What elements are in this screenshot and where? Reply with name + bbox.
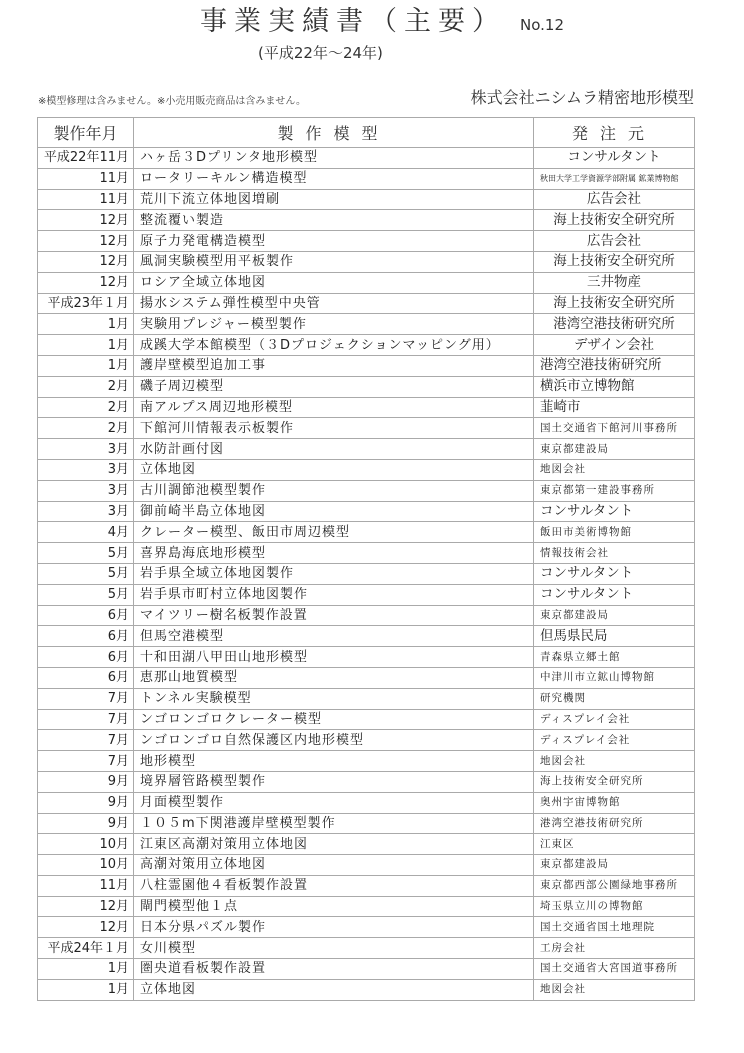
client-cell: 東京都建設局 [534, 605, 695, 626]
model-cell: 立体地図 [134, 979, 534, 1000]
table-row [38, 917, 695, 938]
client-cell: ディスプレイ会社 [534, 730, 695, 751]
client-cell: 地図会社 [534, 459, 695, 480]
client-cell: コンサルタント [534, 501, 695, 522]
date-cell: 6月 [38, 667, 134, 688]
info-row [38, 84, 694, 108]
client-cell: 工房会社 [534, 938, 695, 959]
client-cell: 三井物産 [534, 272, 695, 293]
table-header-row [38, 118, 695, 148]
date-cell: 3月 [38, 439, 134, 460]
table-body [38, 148, 695, 1001]
model-cell: 女川模型 [134, 938, 534, 959]
date-cell: 11月 [38, 875, 134, 896]
table-row [38, 771, 695, 792]
model-cell: ンゴロンゴロ自然保護区内地形模型 [134, 730, 534, 751]
date-cell: 3月 [38, 459, 134, 480]
model-cell: 古川調節池模型製作 [134, 480, 534, 501]
date-cell: 平成24年１月 [38, 938, 134, 959]
date-cell: 5月 [38, 543, 134, 564]
client-cell: 飯田市美術博物館 [534, 522, 695, 543]
client-cell: 海上技術安全研究所 [534, 771, 695, 792]
date-cell: 2月 [38, 376, 134, 397]
period-subtitle: (平成22年～24年) [258, 44, 383, 62]
date-cell: 12月 [38, 917, 134, 938]
date-cell: 12月 [38, 251, 134, 272]
model-cell: 護岸壁模型追加工事 [134, 355, 534, 376]
table-row [38, 459, 695, 480]
client-cell: 港湾空港技術研究所 [534, 355, 695, 376]
model-cell: 恵那山地質模型 [134, 667, 534, 688]
model-cell: ロータリーキルン構造模型 [134, 168, 534, 189]
client-cell: 埼玉県立川の博物館 [534, 896, 695, 917]
table-row [38, 875, 695, 896]
client-cell: 江東区 [534, 834, 695, 855]
model-cell: マイツリー樹名板製作設置 [134, 605, 534, 626]
table-row [38, 730, 695, 751]
date-cell: 3月 [38, 480, 134, 501]
table-row [38, 647, 695, 668]
model-cell: 地形模型 [134, 751, 534, 772]
client-cell: 港湾空港技術研究所 [534, 314, 695, 335]
date-cell: 12月 [38, 896, 134, 917]
table-row [38, 480, 695, 501]
model-cell: ハヶ岳３Dプリンタ地形模型 [134, 148, 534, 169]
client-cell: 国土交通省国土地理院 [534, 917, 695, 938]
table-row [38, 626, 695, 647]
model-cell: 喜界島海底地形模型 [134, 543, 534, 564]
model-cell: クレーター模型、飯田市周辺模型 [134, 522, 534, 543]
client-cell: 奥州宇宙博物館 [534, 792, 695, 813]
client-cell: 広告会社 [534, 231, 695, 252]
table-row [38, 709, 695, 730]
table-row [38, 563, 695, 584]
table-row [38, 231, 695, 252]
table-row [38, 605, 695, 626]
client-cell: 東京都第一建設事務所 [534, 480, 695, 501]
model-cell: 御前崎半島立体地図 [134, 501, 534, 522]
date-cell: 1月 [38, 959, 134, 980]
table-row [38, 314, 695, 335]
client-cell: ディスプレイ会社 [534, 709, 695, 730]
client-cell: 地図会社 [534, 751, 695, 772]
table-row [38, 355, 695, 376]
table-row [38, 439, 695, 460]
client-cell: 国土交通省下館河川事務所 [534, 418, 695, 439]
client-cell: 韮崎市 [534, 397, 695, 418]
model-cell: 八柱霊園他４看板製作設置 [134, 875, 534, 896]
date-cell: 12月 [38, 272, 134, 293]
model-cell: 揚水システム弾性模型中央管 [134, 293, 534, 314]
client-cell: 東京都西部公園緑地事務所 [534, 875, 695, 896]
date-cell: 11月 [38, 189, 134, 210]
model-cell: 南アルプス周辺地形模型 [134, 397, 534, 418]
client-cell: 研究機関 [534, 688, 695, 709]
table-row [38, 501, 695, 522]
table-row [38, 959, 695, 980]
model-cell: 立体地図 [134, 459, 534, 480]
model-cell: 江東区高潮対策用立体地図 [134, 834, 534, 855]
column-header-date: 製作年月 [38, 118, 134, 148]
table-row [38, 834, 695, 855]
client-cell: 地図会社 [534, 979, 695, 1000]
client-cell: 海上技術安全研究所 [534, 293, 695, 314]
model-cell: ロシア全域立体地図 [134, 272, 534, 293]
model-cell: 圏央道看板製作設置 [134, 959, 534, 980]
table-row [38, 813, 695, 834]
client-cell: 広告会社 [534, 189, 695, 210]
table-row [38, 543, 695, 564]
date-cell: 1月 [38, 314, 134, 335]
model-cell: 閘門模型他１点 [134, 896, 534, 917]
model-cell: 原子力発電構造模型 [134, 231, 534, 252]
client-cell: 東京都建設局 [534, 855, 695, 876]
date-cell: 5月 [38, 584, 134, 605]
model-cell: 磯子周辺模型 [134, 376, 534, 397]
table-row [38, 272, 695, 293]
date-cell: 1月 [38, 355, 134, 376]
model-cell: 十和田湖八甲田山地形模型 [134, 647, 534, 668]
table-row [38, 522, 695, 543]
exclusion-note: ※模型修理は含みません。※小売用販売商品は含みません。 [38, 96, 306, 107]
date-cell: 9月 [38, 771, 134, 792]
date-cell: 7月 [38, 730, 134, 751]
date-cell: 1月 [38, 335, 134, 356]
table-row [38, 251, 695, 272]
company-name: 株式会社ニシムラ精密地形模型 [470, 88, 694, 107]
model-cell: 整流覆い製造 [134, 210, 534, 231]
table-row [38, 938, 695, 959]
model-cell: 岩手県市町村立体地図製作 [134, 584, 534, 605]
model-cell: 成蹊大学本館模型（３Dプロジェクションマッピング用） [134, 335, 534, 356]
date-cell: 6月 [38, 647, 134, 668]
date-cell: 7月 [38, 751, 134, 772]
table-row [38, 667, 695, 688]
model-cell: 風洞実験模型用平板製作 [134, 251, 534, 272]
model-cell: 水防計画付図 [134, 439, 534, 460]
table-row [38, 335, 695, 356]
client-cell: コンサルタント [534, 584, 695, 605]
model-cell: ンゴロンゴロクレーター模型 [134, 709, 534, 730]
table-row [38, 896, 695, 917]
date-cell: 1月 [38, 979, 134, 1000]
date-cell: 5月 [38, 563, 134, 584]
date-cell: 2月 [38, 397, 134, 418]
column-header-client: 発注元 [534, 118, 695, 148]
document-title: 事業実績書（主要） [200, 6, 506, 37]
client-cell: 横浜市立博物館 [534, 376, 695, 397]
date-cell: 10月 [38, 834, 134, 855]
table-row [38, 168, 695, 189]
date-cell: 7月 [38, 709, 134, 730]
date-cell: 2月 [38, 418, 134, 439]
client-cell: 国土交通省大宮国道事務所 [534, 959, 695, 980]
model-cell: 岩手県全域立体地図製作 [134, 563, 534, 584]
date-cell: 平成23年１月 [38, 293, 134, 314]
date-cell: 9月 [38, 792, 134, 813]
date-cell: 12月 [38, 210, 134, 231]
table-row [38, 189, 695, 210]
client-cell: 中津川市立鉱山博物館 [534, 667, 695, 688]
achievements-table [37, 117, 695, 1001]
client-cell: 青森県立郷土館 [534, 647, 695, 668]
client-cell: 秋田大学工学資源学部附属 鉱業博物館 [534, 168, 695, 189]
model-cell: 下館河川情報表示板製作 [134, 418, 534, 439]
model-cell: 高潮対策用立体地図 [134, 855, 534, 876]
column-header-model: 製作模型 [134, 118, 534, 148]
client-cell: 情報技術会社 [534, 543, 695, 564]
client-cell: コンサルタント [534, 148, 695, 169]
model-cell: 日本分県パズル製作 [134, 917, 534, 938]
date-cell: 10月 [38, 855, 134, 876]
date-cell: 平成22年11月 [38, 148, 134, 169]
model-cell: 但馬空港模型 [134, 626, 534, 647]
date-cell: 6月 [38, 626, 134, 647]
table-row [38, 979, 695, 1000]
table-row [38, 293, 695, 314]
model-cell: トンネル実験模型 [134, 688, 534, 709]
document-number: No.12 [520, 16, 564, 34]
client-cell: 但馬県民局 [534, 626, 695, 647]
client-cell: 海上技術安全研究所 [534, 251, 695, 272]
date-cell: 9月 [38, 813, 134, 834]
model-cell: １０５m下関港護岸壁模型製作 [134, 813, 534, 834]
date-cell: 12月 [38, 231, 134, 252]
client-cell: コンサルタント [534, 563, 695, 584]
client-cell: 港湾空港技術研究所 [534, 813, 695, 834]
client-cell: デザイン会社 [534, 335, 695, 356]
table-row [38, 376, 695, 397]
table-row [38, 397, 695, 418]
table-row [38, 688, 695, 709]
model-cell: 境界層管路模型製作 [134, 771, 534, 792]
client-cell: 東京都建設局 [534, 439, 695, 460]
date-cell: 11月 [38, 168, 134, 189]
title-row [200, 6, 600, 38]
date-cell: 6月 [38, 605, 134, 626]
date-cell: 4月 [38, 522, 134, 543]
table-row [38, 792, 695, 813]
client-cell: 海上技術安全研究所 [534, 210, 695, 231]
date-cell: 3月 [38, 501, 134, 522]
table-row [38, 148, 695, 169]
table-row [38, 210, 695, 231]
table-row [38, 751, 695, 772]
table-row [38, 855, 695, 876]
model-cell: 実験用プレジャー模型製作 [134, 314, 534, 335]
model-cell: 荒川下流立体地図増刷 [134, 189, 534, 210]
table-row [38, 584, 695, 605]
date-cell: 7月 [38, 688, 134, 709]
table-row [38, 418, 695, 439]
model-cell: 月面模型製作 [134, 792, 534, 813]
